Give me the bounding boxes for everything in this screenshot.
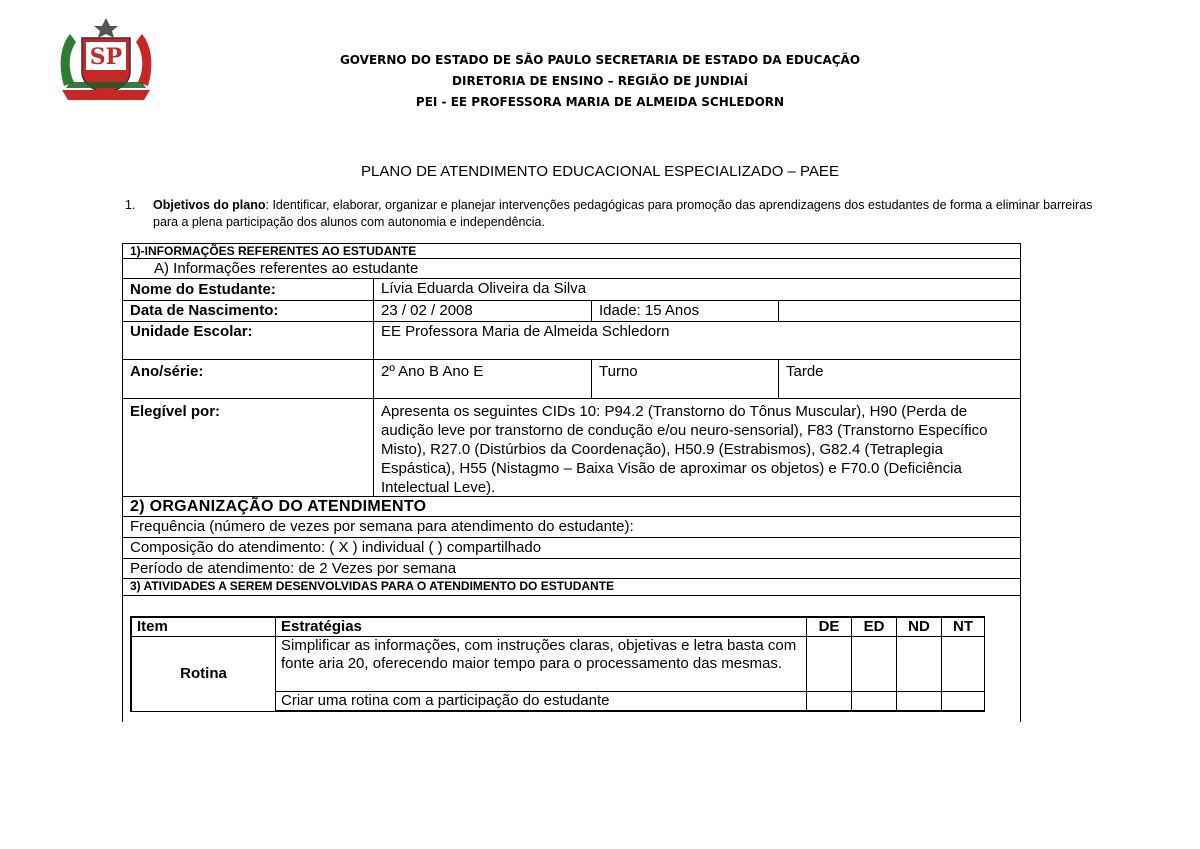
eligible-label: Elegível por: — [130, 403, 221, 420]
birth-row-empty-cell — [778, 301, 1020, 321]
svg-text:SP: SP — [89, 44, 123, 70]
birth-value: 23 / 02 / 2008 — [373, 301, 591, 321]
objectives-paragraph — [125, 197, 1115, 231]
col-ed: ED — [852, 617, 897, 637]
composition-row — [123, 538, 1020, 559]
school-label: Unidade Escolar: — [130, 323, 253, 340]
plan-title: PLANO DE ATENDIMENTO EDUCACIONAL ESPECIALIZADO – PAEE — [361, 163, 839, 180]
grade-value: 2º Ano B Ano E — [373, 360, 591, 398]
strategy-1-nd — [897, 637, 942, 692]
grade-label: Ano/série: — [130, 363, 204, 380]
objectives-label: Objetivos do plano — [153, 198, 266, 212]
birth-label: Data de Nascimento: — [130, 302, 279, 319]
school-row — [123, 322, 1020, 360]
coat-of-arms-logo — [56, 16, 156, 106]
header-line-1: GOVERNO DO ESTADO DE SÃO PAULO SECRETARIA DE ESTADO DA EDUCAÇÃO — [339, 53, 861, 67]
objectives-text: : Identificar, elaborar, organizar e planejar intervenções pedagógicas para promoção das aprendizagens dos estudantes de forma a eliminar barreiras para a plena participação dos alunos com autonomia e independência. — [153, 198, 1093, 229]
frequency-text: Frequência (número de vezes por semana para atendimento do estudante): — [130, 518, 634, 535]
shift-label: Turno — [591, 360, 778, 398]
col-item: Item — [131, 617, 276, 637]
strategy-1: Simplificar as informações, com instruções claras, objetivas e letra basta com fonte aria 20, oferecendo maior tempo para o processamento das mesmas. — [276, 637, 807, 692]
col-strategies: Estratégias — [276, 617, 807, 637]
section1-title: 1)-INFORMAÇÕES REFERENTES AO ESTUDANTE — [130, 244, 417, 258]
strategy-1-de — [807, 637, 852, 692]
activities-row — [131, 637, 985, 692]
sao-paulo-coat-of-arms-icon — [56, 16, 156, 106]
name-label: Nome do Estudante: — [130, 281, 276, 298]
strategy-1-ed — [852, 637, 897, 692]
name-value: Lívia Eduarda Oliveira da Silva — [373, 279, 1020, 300]
section1-title-row — [123, 244, 1020, 259]
col-nt: NT — [942, 617, 985, 637]
strategy-2: Criar uma rotina com a participação do estudante — [276, 692, 807, 712]
student-info-form — [122, 243, 1021, 722]
section3-title: 3) ATIVIDADES A SEREM DESENVOLVIDAS PARA O ATENDIMENTO DO ESTUDANTE — [130, 579, 615, 593]
item-rotina: Rotina — [131, 637, 276, 712]
header-line-2: DIRETORIA DE ENSINO – REGIÃO DE JUNDIAÍ — [452, 74, 748, 88]
strategy-2-nt — [942, 692, 985, 712]
frequency-row — [123, 517, 1020, 538]
grade-row — [123, 360, 1020, 399]
section3-title-row — [123, 579, 1020, 596]
period-text: Período de atendimento: de 2 Vezes por semana — [130, 560, 457, 577]
strategy-1-nt — [942, 637, 985, 692]
eligible-row — [123, 399, 1020, 497]
section1-subtitle-row — [123, 259, 1020, 279]
period-row — [123, 559, 1020, 579]
eligible-value: Apresenta os seguintes CIDs 10: P94.2 (Transtorno do Tônus Muscular), H90 (Perda de audição leve por transtorno de condução e/ou neuro-sensorial), F83 (Transtorno Específico Misto), R27.0 (Distúrbios da Coordenação), H50.9 (Estrabismos), G82.4 (Tetraplegia Espástica), H55 (Nistagmo – Baixa Visão de aproximar os objetos) e F70.0 (Deficiência Intelectual Leve). — [373, 399, 1020, 496]
section2-title-row — [123, 497, 1020, 517]
composition-text: Composição do atendimento: ( X ) individual ( ) compartilhado — [130, 539, 542, 556]
activities-header-row — [131, 617, 985, 637]
col-de: DE — [807, 617, 852, 637]
section2-title: 2) ORGANIZAÇÃO DO ATENDIMENTO — [130, 498, 427, 515]
col-nd: ND — [897, 617, 942, 637]
section1-subtitle: A) Informações referentes ao estudante — [154, 260, 419, 277]
strategy-2-de — [807, 692, 852, 712]
name-row — [123, 279, 1020, 301]
activities-table — [130, 616, 985, 712]
strategy-2-nd — [897, 692, 942, 712]
document-header — [260, 50, 940, 113]
strategy-2-ed — [852, 692, 897, 712]
birth-row — [123, 301, 1020, 322]
school-value: EE Professora Maria de Almeida Schledorn — [373, 322, 1020, 359]
objectives-number: 1. — [125, 198, 136, 212]
age-value: Idade: 15 Anos — [591, 301, 778, 321]
shift-value: Tarde — [778, 360, 1020, 398]
header-line-3: PEI - EE PROFESSORA MARIA DE ALMEIDA SCHLEDORN — [415, 95, 785, 109]
